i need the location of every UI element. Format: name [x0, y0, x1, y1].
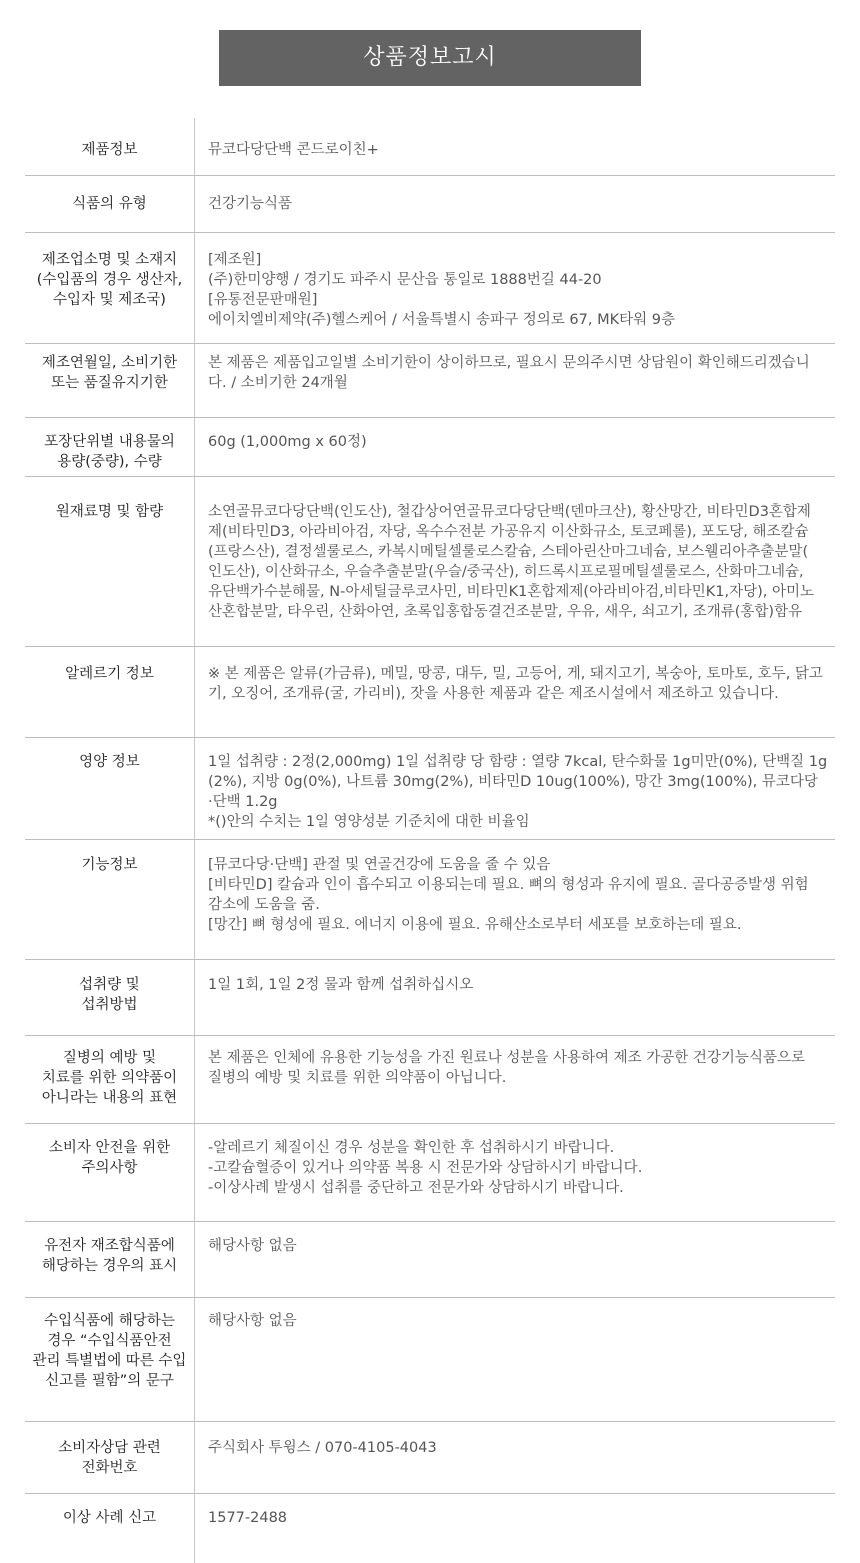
row-label: 유전자 재조합식품에 해당하는 경우의 표시 — [41, 1238, 178, 1274]
table-row — [25, 1036, 835, 1124]
row-value: 1일 섭취량 : 2정(2,000mg) 1일 섭취량 당 함량 : 열량 7kcal, 탄수화물 1g미만(0%), 단백질 1g (2%), 지방 0g(0%), 나트륨 30mg(2%), 비타민D 10ug(100%), 망간 3mg(100%), 뮤코다당 ·단백 1.2g *()안의 수치는 1일 영양성분 기준치에 대한 비율임 — [208, 754, 828, 830]
row-label: 섭취량 및 섭취방법 — [79, 977, 140, 1013]
table-row — [25, 1494, 835, 1563]
table-row — [25, 233, 835, 344]
row-value: 소연골뮤코다당단백(인도산), 철갑상어연골뮤코다당단백(덴마크산), 황산망간, 비타민D3혼합제 제(비타민D3, 아라비아검, 자당, 옥수수전분 가공유지 이산화규소, 토코페롤), 포도당, 해조칼슘 (프랑스산), 결정셀룰로스, 카복시메틸셀룰로스칼슘, 스테아린산마그네슘, 보스웰리아추출분말( 인도산), 이산화규소, 우슬추출분말(우슬/중국산), 히드록시프로필메틸셀룰로스, 산화마그네슘, 유단백가수분해물, N-아세틸글루코사민, 비타민K1혼합제제(아라비아검,비타민K1,자당), 아미노 산혼합분말, 타우린, 산화아연, 초록입홍합동결건조분말, 우유, 새우, 쇠고기, 조개류(홍합)함유 — [208, 504, 814, 620]
table-row — [25, 176, 835, 233]
table-row — [25, 418, 835, 477]
row-value: [뮤코다당·단백] 관절 및 연골건강에 도움을 줄 수 있음 [비타민D] 칼슘과 인이 흡수되고 이용되는데 필요. 뼈의 형성과 유지에 필요. 골다공증발생 위험 감소에 도움을 줌. [망간] 뼈 형성에 필요. 에너지 이용에 필요. 유해산소로부터 세포를 보호하는데 필요. — [208, 857, 809, 933]
row-label: 원재료명 및 함량 — [55, 504, 164, 520]
row-label: 소비자 안전을 위한 주의사항 — [48, 1140, 171, 1176]
row-label: 제조연월일, 소비기한 또는 품질유지기한 — [41, 355, 178, 391]
section-title: 상품정보고시 — [219, 30, 641, 86]
row-value: ※ 본 제품은 알류(가금류), 메밀, 땅콩, 대두, 밀, 고등어, 게, 돼지고기, 복숭아, 토마토, 호두, 닭고 기, 오징어, 조개류(굴, 가리비), 잣을 사용한 제품과 같은 제조시설에서 제조하고 있습니다. — [208, 666, 823, 702]
row-label: 식품의 유형 — [72, 196, 147, 212]
row-label: 수입식품에 해당하는 경우 “수입식품안전 관리 특별법에 따른 수입 신고를 필함”의 문구 — [32, 1313, 187, 1389]
table-row — [25, 840, 835, 960]
row-label: 제조업소명 및 소재지 (수입품의 경우 생산자, 수입자 및 제조국) — [36, 252, 183, 308]
table-row — [25, 344, 835, 418]
row-value: 해당사항 없음 — [208, 1313, 297, 1329]
row-value: 뮤코다당단백 콘드로이친+ — [208, 142, 379, 158]
row-label: 기능정보 — [81, 857, 138, 873]
row-label: 소비자상담 관련 전화번호 — [58, 1440, 161, 1476]
row-value: 건강기능식품 — [208, 196, 293, 212]
row-value: 1577-2488 — [208, 1510, 288, 1526]
row-value: 본 제품은 인체에 유용한 기능성을 가진 원료나 성분을 사용하여 제조 가공한 건강기능식품으로 질병의 예방 및 치료를 위한 의약품이 아닙니다. — [208, 1050, 805, 1086]
row-value: 본 제품은 제품입고일별 소비기한이 상이하므로, 필요시 문의주시면 상담원이 확인해드리겠습니 다. / 소비기한 24개월 — [208, 355, 810, 391]
table-row — [25, 1422, 835, 1494]
table-row — [25, 647, 835, 738]
table-row — [25, 1124, 835, 1222]
row-value: 해당사항 없음 — [208, 1238, 297, 1254]
row-label: 포장단위별 내용물의 용량(중량), 수량 — [44, 434, 175, 470]
table-row — [25, 738, 835, 840]
row-value: 60g (1,000mg x 60정) — [208, 434, 367, 450]
table-row — [25, 1222, 835, 1298]
row-label: 영양 정보 — [79, 754, 140, 770]
row-value: [제조원] (주)한미양행 / 경기도 파주시 문산읍 통일로 1888번길 44-20 [유통전문판매원] 에이치엘비제약(주)헬스케어 / 서울특별시 송파구 정의로 67, MK타워 9층 — [208, 252, 675, 328]
table-row — [25, 118, 835, 176]
table-row — [25, 1298, 835, 1422]
row-value: -알레르기 체질이신 경우 성분을 확인한 후 섭취하시기 바랍니다. -고칼슘혈증이 있거나 의약품 복용 시 전문가와 상담하시기 바랍니다. -이상사례 발생시 섭취를 중단하고 전문가와 상담하시기 바랍니다. — [208, 1140, 643, 1196]
row-label: 알레르기 정보 — [65, 666, 154, 682]
table-row — [25, 477, 835, 647]
row-value: 주식회사 투윙스 / 070-4105-4043 — [208, 1440, 437, 1456]
row-value: 1일 1회, 1일 2정 물과 함께 섭취하십시오 — [208, 977, 474, 993]
row-label: 제품정보 — [81, 142, 138, 158]
row-label: 이상 사례 신고 — [62, 1510, 157, 1526]
table-row — [25, 960, 835, 1036]
row-label: 질병의 예방 및 치료를 위한 의약품이 아니라는 내용의 표현 — [41, 1050, 178, 1106]
